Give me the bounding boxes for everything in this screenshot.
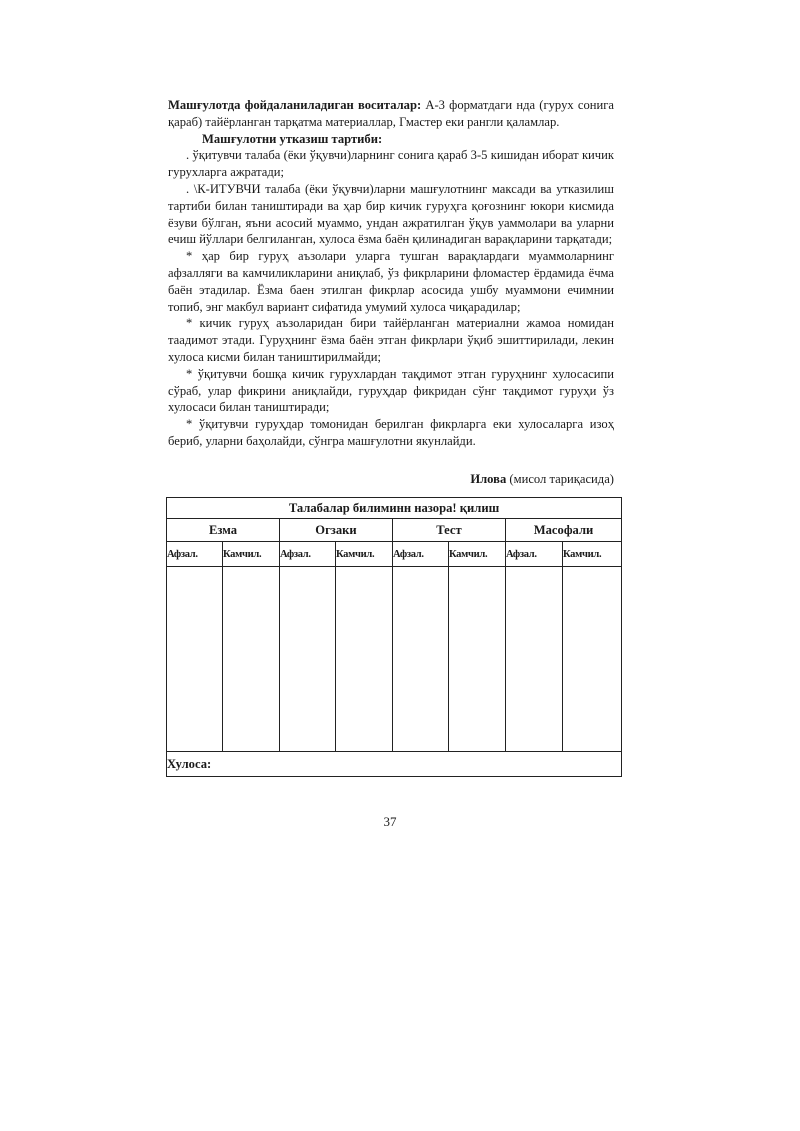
subheader-advantage: Афзал.: [280, 542, 336, 567]
subheader-advantage: Афзал.: [167, 542, 223, 567]
table-cell: [280, 567, 336, 752]
table-cell: [393, 567, 449, 752]
procedure-item: * ўқитувчи бошқа кичик гурухлардан тақдимот этган гуруҳнинг хулосасипи сўраб, улар фикрини аниқлайди, гуруҳдар фикридан сўнг тақдимот гуруҳи ўз хулосаси билан таништиради;: [168, 366, 614, 415]
table-cell: [563, 567, 622, 752]
body-text: [168, 97, 614, 450]
procedure-item: * кичик гуруҳ аъзоларидан бири тайёрланган материални жамоа номидан таадимот этади. Гуруҳнинг ёзма баён этган фикрлари ўқиб эшиттирилади, лекин хулоса кисми билан таништирилмайди;: [168, 316, 614, 364]
appendix-note-text: (мисол тариқасида): [509, 472, 614, 486]
subheader-shortcoming: Камчил.: [223, 542, 280, 567]
procedure-item: * ўқитувчи гуруҳдар томонидан берилган фикрларга еки хулосаларга изоҳ бериб, уларни баҳолайди, сўнгра машғулотни якунлайди.: [168, 417, 614, 448]
group-header-test: Тест: [393, 519, 506, 542]
subheader-shortcoming: Камчил.: [449, 542, 506, 567]
table-title: Талабалар билиминн назора! қилиш: [167, 498, 622, 519]
table-cell: [449, 567, 506, 752]
procedure-item: . \К-ИТУВЧИ талаба (ёки ўқувчи)ларни машғулотнинг максади ва утказилиш тартиби билан таништиради ва ҳар бир кичик гуруҳга қоғознинг юкори кисмида ёзуви бўлган, яъни асосий муаммо, ундан ажратилган ўқув уаммолари ва уларни ечиш йўллари белгиланган, хулоса ёзма баён қилинадиган варақларини тарқатади;: [168, 181, 614, 247]
group-header-distance: Масофали: [506, 519, 622, 542]
conclusion-row: Хулоса:: [167, 752, 622, 777]
procedure-title: Машғулотни утказиш тартиби:: [202, 131, 383, 146]
intro-bold-label: Машғулотда фойдаланиладиган воситалар:: [168, 98, 422, 112]
appendix-note: [168, 472, 614, 487]
procedure-item: . ўқитувчи талаба (ёки ўқувчи)ларнинг сонига қараб 3-5 кишидан иборат кичик гурухларга ажратади;: [168, 148, 614, 180]
subheader-advantage: Афзал.: [393, 542, 449, 567]
group-header-written: Езма: [167, 519, 280, 542]
intro-paragraph: [168, 97, 614, 131]
group-header-oral: Огзаки: [280, 519, 393, 542]
table-cell: [167, 567, 223, 752]
subheader-shortcoming: Камчил.: [563, 542, 622, 567]
subheader-advantage: Афзал.: [506, 542, 563, 567]
table-cell: [223, 567, 280, 752]
table-cell: [336, 567, 393, 752]
knowledge-control-table: [166, 497, 622, 777]
procedure-item: * ҳар бир гуруҳ аъзолари уларга тушган варақлардаги муаммоларнинг афзалляги ва камчиликларини аниқлаб, ўз фикрларини фломастер ёрдамида ёчма баён этадилар. Ёзма баен этилган фикрлар асосида ушбу муаммони ечимнии топиб, энг макбул вариант сифатида умумий хулоса чиқарадилар;: [168, 249, 614, 314]
intro-text: А-3 форматдаги нда (гурух сонига қараб) тайёрланган тарқатма материаллар, Гмастер еки рангли қаламлар.: [168, 98, 614, 129]
page-number: 37: [383, 814, 397, 829]
table-cell: [506, 567, 563, 752]
appendix-label: Илова: [470, 472, 507, 486]
subheader-shortcoming: Камчил.: [336, 542, 393, 567]
